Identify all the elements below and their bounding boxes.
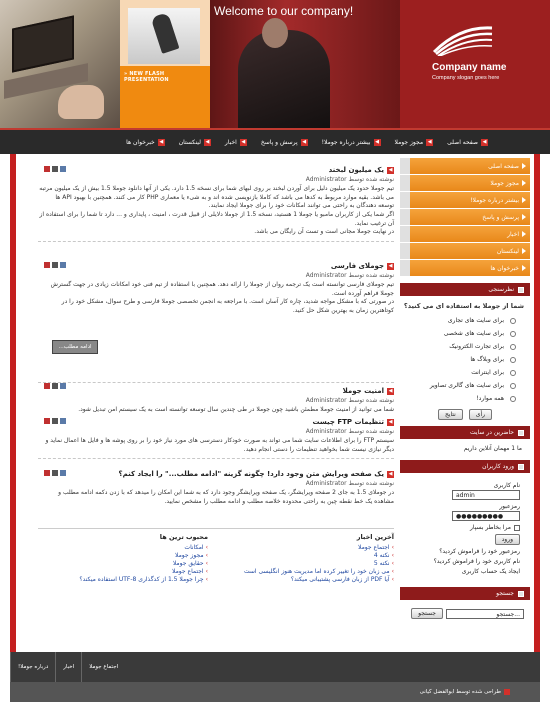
- arrow-icon: [504, 689, 510, 695]
- article-tools: [44, 383, 66, 389]
- square-icon: [518, 464, 524, 470]
- article-author: نوشته شده توسط Administrator: [305, 176, 394, 183]
- email-icon[interactable]: [60, 166, 66, 172]
- arrow-icon: ◀: [388, 419, 393, 425]
- username-field[interactable]: admin: [452, 490, 520, 500]
- forgot-username-link[interactable]: نام کاربری خود را فراموش کردید؟: [433, 558, 520, 565]
- poll-option[interactable]: برای وبلاگ ها: [400, 353, 530, 366]
- businessman-photo: [210, 0, 400, 128]
- news-link[interactable]: › نکته 5: [373, 560, 394, 567]
- arrow-icon: ◀: [302, 138, 307, 145]
- square-icon: [518, 430, 524, 436]
- flash-presentation-label[interactable]: » NEW FLASH PRESENTATION: [124, 71, 169, 83]
- radio-button[interactable]: [510, 331, 516, 337]
- poll-option[interactable]: همه موارد!: [400, 392, 530, 405]
- arrow-icon: ◀: [388, 263, 393, 269]
- article-body: تیم جوملای فارسی توانسته است یک ترجمه روان از جوملا را ارائه دهد. همچنین با استفاده از تیم فنی خود امکانات زیادی در جهت گسترش جوملا فراهم آورده است.: [50, 281, 394, 297]
- login-title-bar: ورود کاربران: [400, 460, 530, 473]
- pdf-icon[interactable]: [44, 470, 50, 476]
- remember-label: مرا بخاطر بسپار: [469, 524, 511, 531]
- welcome-title: Welcome to our company!: [214, 4, 354, 18]
- nav-news[interactable]: ◀ اخبار: [224, 138, 246, 146]
- search-input[interactable]: جستجو...: [446, 609, 524, 619]
- article-body: سیستم FTP را برای اطلاعات سایت شما می تواند به صورت خودکار دسترسی های مورد نیاز خود را بر روی پوشه ها و فایل ها اعمال نماید و دیگر نیازی نیست شما بخواهید تنظیمات را دستی انجام دهید.: [45, 437, 394, 453]
- search-button[interactable]: جستجو: [411, 608, 443, 619]
- radio-button[interactable]: [510, 370, 516, 376]
- email-icon[interactable]: [60, 262, 66, 268]
- article-million-smiles: [38, 166, 394, 246]
- news-link[interactable]: › نکته 4: [373, 552, 394, 559]
- remember-checkbox[interactable]: [514, 525, 520, 531]
- arrow-icon: [522, 248, 526, 254]
- side-menu-feeds[interactable]: خبرخوان ها: [400, 260, 530, 277]
- popular-title: محبوب ترین ها: [159, 533, 208, 541]
- arrow-icon: [522, 265, 526, 271]
- popular-link[interactable]: › چرا جوملا 1.5 از کدگذاری UTF-8 استفاده میکند؟: [79, 576, 208, 583]
- nav-feeds[interactable]: ◀ خبرخوان ها: [126, 138, 164, 146]
- arrow-icon: ◀: [205, 138, 210, 145]
- main-content: [38, 160, 394, 520]
- register-link[interactable]: ایجاد یک حساب کاربری: [461, 568, 520, 575]
- article-body: در صورتی که با مشکل مواجه شدید، چاره کار آسان است. با مراجعه به انجمن تخصصی جوملا فارسی و طرح سوال، مشکل خود را در کوتاهترین زمان به بهترین شکل حل کنید.: [61, 298, 394, 315]
- poll-question: شما از جوملا به استفاده اى مى كنيد؟: [403, 302, 524, 310]
- login-form: [400, 473, 530, 575]
- whos-online-title-bar: حاضرین در سایت: [400, 426, 530, 439]
- article-tools: [44, 166, 66, 172]
- arrow-icon: ◀: [427, 138, 432, 145]
- username-label: نام کاربری: [493, 482, 520, 489]
- whos-online-text: ما 1 مهمان آنلاین داریم: [463, 445, 522, 452]
- article-title[interactable]: یک میلیون لبخند: [328, 166, 384, 174]
- company-logo-icon: [430, 22, 494, 56]
- square-icon: [518, 287, 524, 293]
- side-menu-links[interactable]: لینکستان: [400, 243, 530, 260]
- search-title-bar: جستجو: [400, 587, 530, 600]
- email-icon[interactable]: [60, 418, 66, 424]
- print-icon[interactable]: [52, 418, 58, 424]
- article-title[interactable]: جوملای فارسی: [330, 262, 384, 270]
- footer-links: [10, 652, 540, 682]
- popular-link[interactable]: › اجتماع جوملا: [172, 568, 208, 575]
- print-icon[interactable]: [52, 166, 58, 172]
- laptop-photo: [0, 0, 120, 128]
- article-read-more-howto: [38, 470, 394, 506]
- arrow-icon: ◀: [482, 138, 487, 145]
- side-menu-news[interactable]: اخبار: [400, 226, 530, 243]
- footer-link-news[interactable]: اخبار: [55, 652, 81, 682]
- article-body: در نهایت جوملا مجانی است و تست آن رایگان می باشد.: [254, 228, 394, 236]
- poll-option[interactable]: برای سایت های تجاری: [400, 314, 530, 327]
- latest-news-title: آخرین اخبار: [356, 533, 394, 541]
- radio-button[interactable]: [510, 318, 516, 324]
- search-form: [400, 600, 530, 619]
- side-menu-license[interactable]: مجوز جوملا: [400, 175, 530, 192]
- article-author: نوشته شده توسط Administrator: [305, 272, 394, 279]
- article-author: نوشته شده توسط Administrator: [305, 428, 394, 435]
- arrow-icon: ◀: [388, 471, 393, 477]
- article-author: نوشته شده توسط Administrator: [305, 480, 394, 487]
- arrow-icon: [522, 163, 526, 169]
- password-field[interactable]: ●●●●●●●●●: [452, 511, 520, 521]
- article-author: نوشته شده توسط Administrator: [305, 397, 394, 404]
- article-body: در جوملای 1.5 به جای 2 صفحه ویرایشگر، یک صفحه ویرایشگر وجود دارد که به شما این امکان را میدهد که با زدن دکمه ادامه مطلب و مشاهده یک خط نقطه چین به راحتی محدوده خلاصه مطلب و ادامه مطلب را مشخص نمایید.: [58, 489, 394, 505]
- article-title[interactable]: یک صفحه ویرایش متن وجود دارد! چگونه گزینه "ادامه مطلب..." را ایجاد کنم؟: [118, 470, 384, 478]
- article-tools: [44, 262, 66, 268]
- vote-button[interactable]: رأی: [469, 409, 492, 420]
- flash-panel: [120, 0, 210, 128]
- poll-option[interactable]: برای سایت های شخصی: [400, 327, 530, 340]
- results-button[interactable]: نتایج: [438, 409, 463, 420]
- arrow-icon: [522, 231, 526, 237]
- company-slogan: Company slogan goes here: [432, 75, 500, 81]
- email-icon[interactable]: [60, 383, 66, 389]
- poll-title-bar: نظرسنجی: [400, 283, 530, 296]
- popular-link[interactable]: › حقایق جوملا: [172, 560, 208, 567]
- footer-link-community[interactable]: اجتماع جوملا: [81, 652, 125, 682]
- side-menu-more-about[interactable]: بیشتر درباره جوملا!: [400, 192, 530, 209]
- radio-button[interactable]: [510, 357, 516, 363]
- top-navigation: [0, 128, 550, 154]
- poll-option[interactable]: برای سایت های گالری تصاویر: [400, 379, 530, 392]
- nav-more-about[interactable]: ◀ بیشتر درباره جوملا!: [321, 138, 379, 146]
- article-tools: [44, 470, 66, 476]
- pdf-icon[interactable]: [44, 418, 50, 424]
- article-security: [38, 378, 394, 415]
- password-label: رمزعبور: [499, 503, 520, 510]
- arrow-icon: ◀: [159, 138, 164, 145]
- pdf-icon[interactable]: [44, 166, 50, 172]
- pdf-icon[interactable]: [44, 383, 50, 389]
- article-body: شما می توانید از امنیت جوملا مطمئن باشید چون جوملا در طی چندین سال توسعه توانسته است به یک سیستم امن تبدیل شود.: [78, 406, 394, 413]
- read-more-button[interactable]: ادامه مطلب...: [52, 340, 98, 354]
- arrow-icon: ◀: [375, 138, 379, 145]
- footer-bottom: [10, 682, 540, 702]
- forgot-password-link[interactable]: رمزعبور خود را فراموش کردید؟: [439, 548, 520, 555]
- popular-link[interactable]: › مجوز جوملا: [175, 552, 208, 559]
- article-body: اگر شما یکی از کاربران مامبو یا جوملا 1 هستید، نسخه 1.5 از جوملا دلایلی از قبیل قدرت ، امنیت ، پایداری و ... دارد تا شما را برای استفاده از آن ترغیب نماید.: [39, 211, 394, 227]
- poll-option[interactable]: برای تجارت الکترونیک: [400, 340, 530, 353]
- article-title[interactable]: تنظیمات FTP چیست: [312, 418, 384, 426]
- sidebar: [400, 158, 530, 650]
- side-menu: [400, 158, 530, 277]
- article-ftp: [38, 418, 394, 463]
- print-icon[interactable]: [52, 470, 58, 476]
- nav-license[interactable]: ◀ مجوز جوملا: [394, 138, 432, 146]
- side-menu-home[interactable]: صفحه اصلی: [400, 158, 530, 175]
- email-icon[interactable]: [60, 470, 66, 476]
- arrow-icon: [522, 214, 526, 220]
- arrow-icon: ◀: [241, 138, 246, 145]
- bottom-modules: [38, 528, 394, 622]
- login-button[interactable]: ورود: [495, 534, 520, 545]
- arrow-icon: [522, 180, 526, 186]
- poll-option[interactable]: برای اینترانت: [400, 366, 530, 379]
- nav-links[interactable]: ◀ لینکستان: [178, 138, 210, 146]
- article-title[interactable]: امنیت جوملا: [342, 387, 384, 395]
- article-tools: [44, 418, 66, 424]
- print-icon[interactable]: [52, 383, 58, 389]
- popular-box: [38, 529, 208, 623]
- nav-faq[interactable]: ◀ پرسش و پاسخ: [260, 138, 307, 146]
- print-icon[interactable]: [52, 262, 58, 268]
- side-menu-faq[interactable]: پرسش و پاسخ: [400, 209, 530, 226]
- header-banner: [0, 0, 550, 128]
- nav-home[interactable]: ◀ صفحه اصلی: [447, 138, 487, 146]
- pdf-icon[interactable]: [44, 262, 50, 268]
- popular-link[interactable]: › امکانات: [184, 544, 208, 551]
- arrow-icon: [522, 197, 526, 203]
- arrow-icon: ◀: [388, 167, 393, 173]
- footer-link-about[interactable]: درباره جوملا!: [10, 652, 55, 682]
- arrow-icon: ◀: [388, 388, 393, 394]
- news-link[interactable]: › آیا PDF از زبان فارسی پشتیبانی میکند؟: [290, 576, 394, 583]
- radio-button[interactable]: [510, 396, 516, 402]
- latest-news-box: [224, 529, 394, 623]
- radio-button[interactable]: [510, 344, 516, 350]
- article-body: تیم جوملا حدود یک میلیون دلیل برای آوردن لبخند بر روی لبهای شما برای نسخه 1.5 دارد. یکی از آنها دانلود جوملا 1.5 بیش از یک میلیون مرتبه می باشد. بقیه موارد مربوط به کدها می باشد که کاملا بازنویسی شده اند و به شیء یا معماری PHP کار می کنند. همچنین با بهبود API ها توسعه دهندگان به راحتی می توانند امکانات خود را برای جوملا ایجاد نمایند.: [39, 185, 394, 210]
- company-name: Company name: [432, 62, 507, 73]
- news-link[interactable]: › می زبان خود را تغییر کرده اما مدیریت هنوز انگلیسی است: [244, 568, 394, 575]
- radio-button[interactable]: [510, 383, 516, 389]
- square-icon: [518, 591, 524, 597]
- article-persian-joomla: [38, 262, 394, 316]
- designer-credit: طراحی شده توسط ابوالفضل کیانی: [420, 689, 510, 695]
- news-link[interactable]: › اجتماع جوملا: [358, 544, 394, 551]
